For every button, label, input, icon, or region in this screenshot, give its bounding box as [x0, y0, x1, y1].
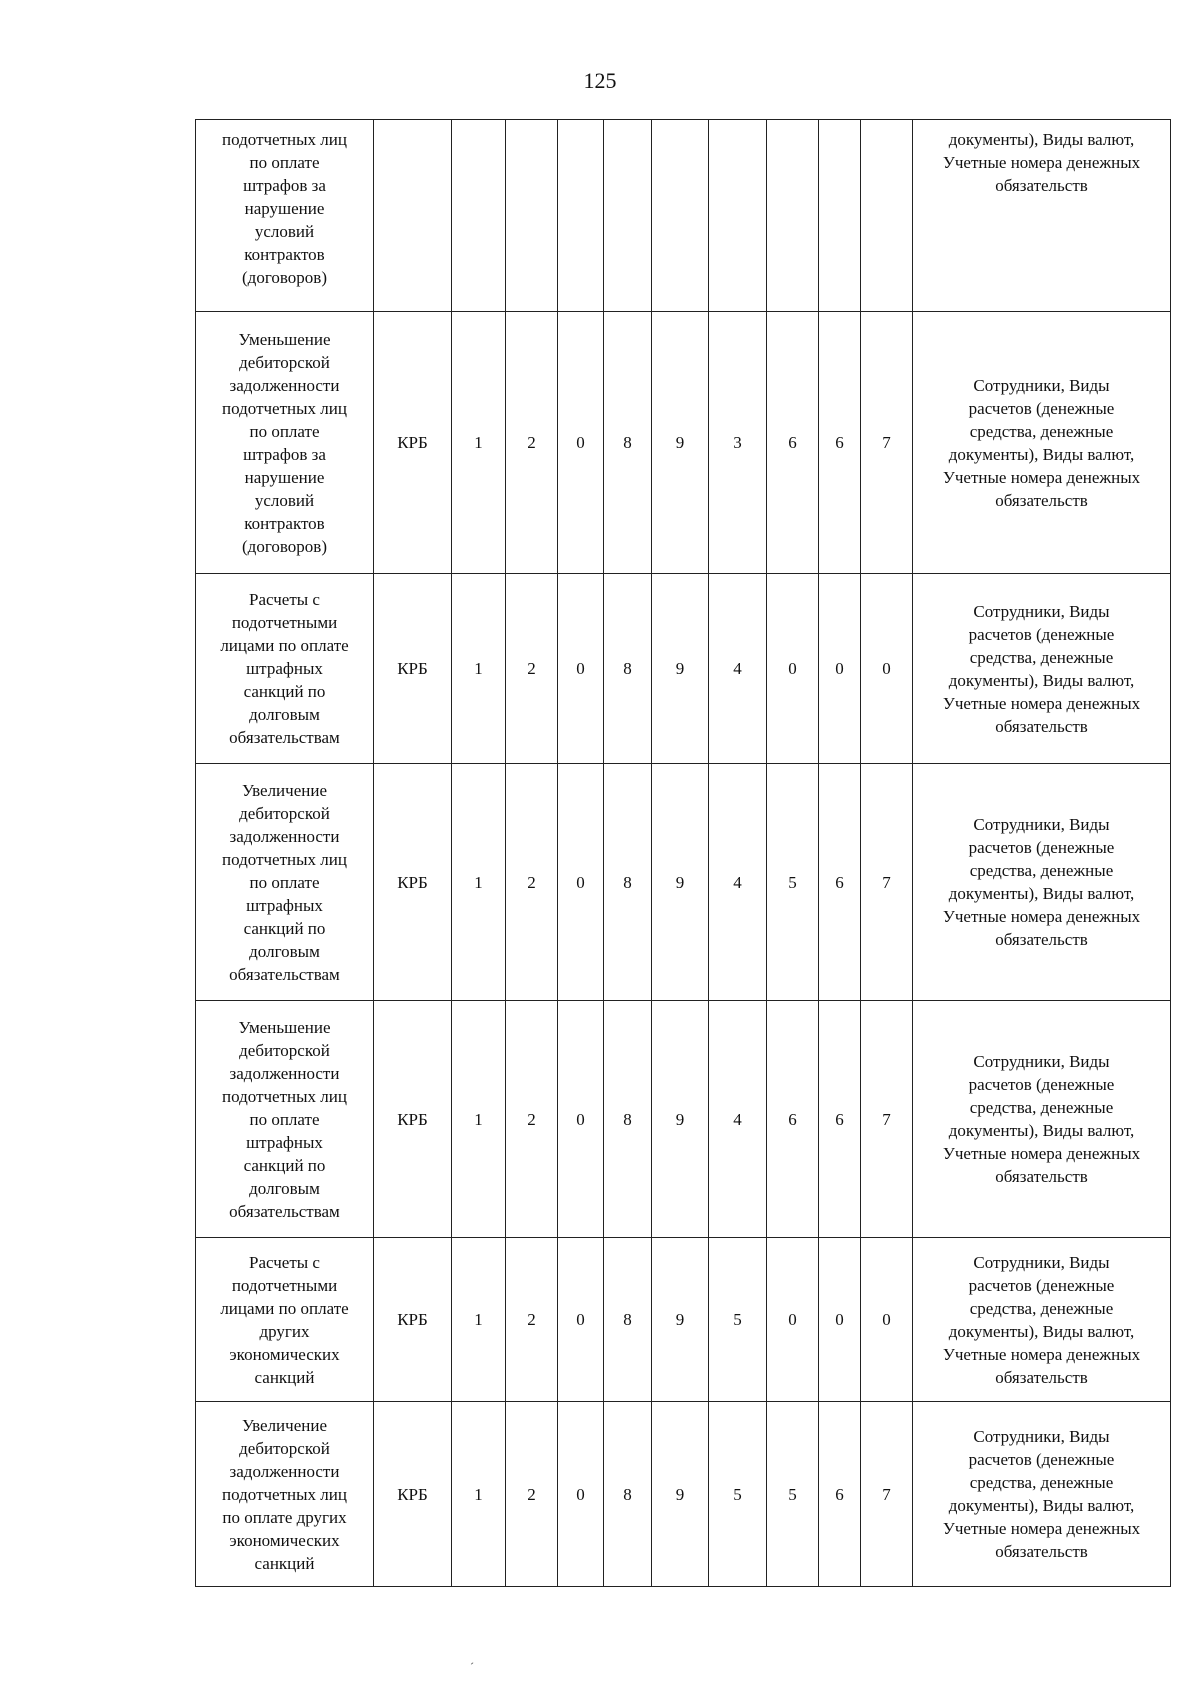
account-name-cell: Расчеты с подотчетными лицами по оплате других экономических санкций [196, 1238, 374, 1402]
account-digit-cell: 1 [452, 312, 506, 574]
table-row [196, 1001, 1171, 1238]
account-digit-cell: 0 [558, 764, 604, 1001]
account-digit-cell: 7 [861, 1001, 913, 1238]
account-digit-cell [709, 120, 767, 312]
account-digit-cell [819, 120, 861, 312]
account-digit-cell: 9 [652, 312, 709, 574]
table-row [196, 574, 1171, 764]
account-digit-cell: 8 [604, 1238, 652, 1402]
account-digit-cell: 1 [452, 764, 506, 1001]
budget-code-cell: КРБ [374, 574, 452, 764]
account-digit-cell: 1 [452, 1402, 506, 1587]
account-name-cell: подотчетных лиц по оплате штрафов за нарушение условий контрактов (договоров) [196, 120, 374, 312]
account-digit-cell: 0 [558, 1001, 604, 1238]
account-digit-cell: 8 [604, 1001, 652, 1238]
table-row [196, 120, 1171, 312]
account-digit-cell: 9 [652, 574, 709, 764]
account-digit-cell: 5 [767, 764, 819, 1001]
account-digit-cell: 5 [709, 1402, 767, 1587]
table-row [196, 1238, 1171, 1402]
budget-code-cell [374, 120, 452, 312]
account-digit-cell: 7 [861, 312, 913, 574]
account-digit-cell: 2 [506, 1402, 558, 1587]
account-digit-cell: 2 [506, 574, 558, 764]
account-digit-cell: 8 [604, 764, 652, 1001]
account-digit-cell: 0 [558, 574, 604, 764]
account-digit-cell [767, 120, 819, 312]
account-digit-cell: 5 [767, 1402, 819, 1587]
analytics-cell: Сотрудники, Виды расчетов (денежные средства, денежные документы), Виды валют, Учетные номера денежных обязательств [913, 1402, 1171, 1587]
account-digit-cell: 6 [819, 312, 861, 574]
budget-code-cell: КРБ [374, 312, 452, 574]
account-digit-cell: 8 [604, 1402, 652, 1587]
account-digit-cell: 9 [652, 1402, 709, 1587]
account-digit-cell: 6 [819, 764, 861, 1001]
account-digit-cell [506, 120, 558, 312]
account-digit-cell: 7 [861, 764, 913, 1001]
accounts-table [195, 119, 1171, 1587]
account-name-cell: Уменьшение дебиторской задолженности подотчетных лиц по оплате штрафных санкций по долговым обязательствам [196, 1001, 374, 1238]
page-number: 125 [583, 68, 617, 93]
account-digit-cell: 0 [861, 1238, 913, 1402]
account-digit-cell: 3 [709, 312, 767, 574]
account-digit-cell: 6 [767, 1001, 819, 1238]
account-digit-cell: 8 [604, 574, 652, 764]
analytics-cell: Сотрудники, Виды расчетов (денежные средства, денежные документы), Виды валют, Учетные номера денежных обязательств [913, 764, 1171, 1001]
account-name-cell: Увеличение дебиторской задолженности подотчетных лиц по оплате штрафных санкций по долговым обязательствам [196, 764, 374, 1001]
account-digit-cell: 4 [709, 574, 767, 764]
scan-speck: ˊ [470, 1660, 474, 1674]
account-digit-cell: 2 [506, 764, 558, 1001]
account-digit-cell: 1 [452, 574, 506, 764]
account-digit-cell: 2 [506, 1238, 558, 1402]
account-digit-cell: 9 [652, 764, 709, 1001]
account-digit-cell [452, 120, 506, 312]
budget-code-cell: КРБ [374, 1238, 452, 1402]
account-digit-cell: 5 [709, 1238, 767, 1402]
account-digit-cell: 2 [506, 312, 558, 574]
budget-code-cell: КРБ [374, 1402, 452, 1587]
account-digit-cell: 8 [604, 312, 652, 574]
account-digit-cell [604, 120, 652, 312]
account-digit-cell: 0 [861, 574, 913, 764]
account-digit-cell: 1 [452, 1001, 506, 1238]
account-digit-cell [558, 120, 604, 312]
table-row [196, 1402, 1171, 1587]
account-digit-cell: 6 [819, 1402, 861, 1587]
account-digit-cell: 2 [506, 1001, 558, 1238]
account-digit-cell [652, 120, 709, 312]
account-digit-cell: 0 [819, 1238, 861, 1402]
table-row [196, 312, 1171, 574]
account-digit-cell: 0 [819, 574, 861, 764]
account-name-cell: Расчеты с подотчетными лицами по оплате штрафных санкций по долговым обязательствам [196, 574, 374, 764]
account-digit-cell: 6 [819, 1001, 861, 1238]
account-digit-cell: 0 [767, 1238, 819, 1402]
budget-code-cell: КРБ [374, 764, 452, 1001]
account-digit-cell: 9 [652, 1001, 709, 1238]
analytics-cell: Сотрудники, Виды расчетов (денежные средства, денежные документы), Виды валют, Учетные номера денежных обязательств [913, 574, 1171, 764]
budget-code-cell: КРБ [374, 1001, 452, 1238]
analytics-cell: документы), Виды валют, Учетные номера денежных обязательств [913, 120, 1171, 312]
account-name-cell: Уменьшение дебиторской задолженности подотчетных лиц по оплате штрафов за нарушение условий контрактов (договоров) [196, 312, 374, 574]
account-digit-cell: 6 [767, 312, 819, 574]
account-digit-cell: 7 [861, 1402, 913, 1587]
account-digit-cell: 9 [652, 1238, 709, 1402]
account-name-cell: Увеличение дебиторской задолженности подотчетных лиц по оплате других экономических санкций [196, 1402, 374, 1587]
analytics-cell: Сотрудники, Виды расчетов (денежные средства, денежные документы), Виды валют, Учетные номера денежных обязательств [913, 1001, 1171, 1238]
account-digit-cell: 0 [767, 574, 819, 764]
account-digit-cell: 0 [558, 312, 604, 574]
table-row [196, 764, 1171, 1001]
account-digit-cell: 4 [709, 1001, 767, 1238]
account-digit-cell [861, 120, 913, 312]
analytics-cell: Сотрудники, Виды расчетов (денежные средства, денежные документы), Виды валют, Учетные номера денежных обязательств [913, 312, 1171, 574]
account-digit-cell: 0 [558, 1238, 604, 1402]
account-digit-cell: 1 [452, 1238, 506, 1402]
account-digit-cell: 0 [558, 1402, 604, 1587]
analytics-cell: Сотрудники, Виды расчетов (денежные средства, денежные документы), Виды валют, Учетные номера денежных обязательств [913, 1238, 1171, 1402]
account-digit-cell: 4 [709, 764, 767, 1001]
